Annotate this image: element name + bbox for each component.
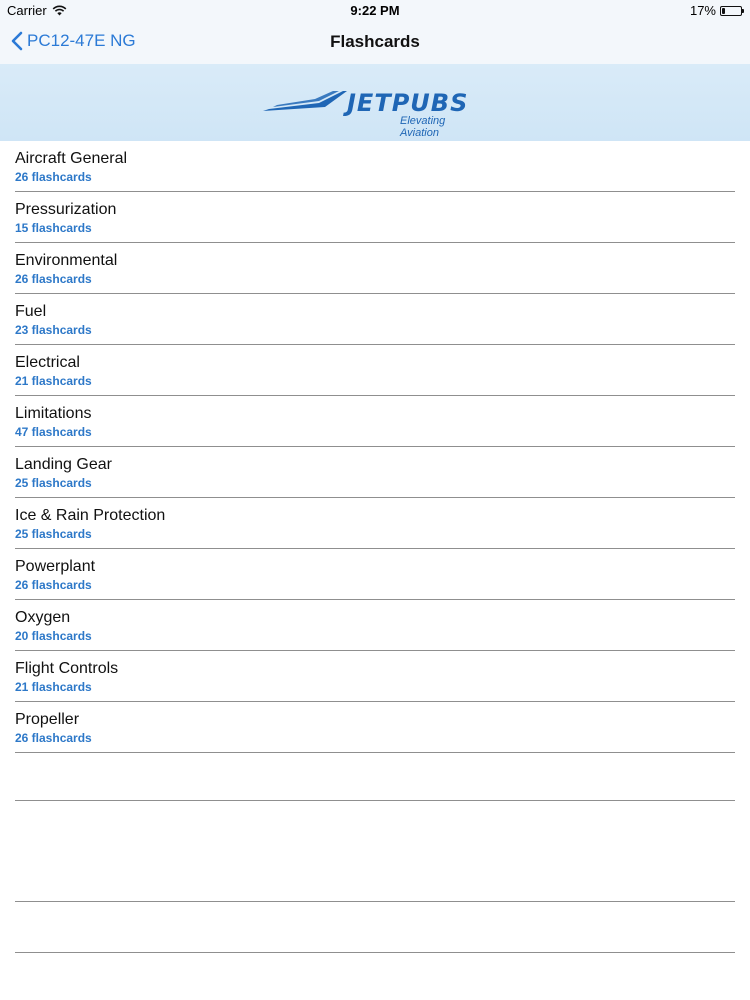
- flashcard-count: 47 flashcards: [15, 425, 92, 439]
- empty-row-divider: [15, 901, 735, 902]
- carrier-label: Carrier: [7, 3, 47, 18]
- category-title: Electrical: [15, 354, 80, 371]
- list-item[interactable]: [0, 447, 750, 498]
- list-item[interactable]: [0, 651, 750, 702]
- category-title: Powerplant: [15, 558, 96, 575]
- back-button-label: PC12-47E NG: [27, 31, 136, 50]
- list-item[interactable]: [0, 141, 750, 192]
- flashcard-count: 26 flashcards: [15, 170, 92, 184]
- list-item[interactable]: [0, 192, 750, 243]
- logo-tagline: Elevating Aviation: [400, 115, 446, 139]
- category-title: Aircraft General: [15, 150, 128, 167]
- logo-banner: [0, 64, 750, 141]
- empty-row-divider: [15, 800, 735, 801]
- flashcard-count: 21 flashcards: [15, 680, 92, 694]
- flashcard-count: 26 flashcards: [15, 731, 92, 745]
- jetpubs-logo: [263, 86, 485, 139]
- status-right: [690, 3, 742, 18]
- back-button[interactable]: [11, 31, 136, 51]
- category-title: Landing Gear: [15, 456, 112, 473]
- category-title: Limitations: [15, 405, 92, 422]
- list-item[interactable]: [0, 294, 750, 345]
- category-title: Flight Controls: [15, 660, 119, 677]
- category-title: Environmental: [15, 252, 118, 269]
- list-item[interactable]: [0, 345, 750, 396]
- list-item[interactable]: [0, 243, 750, 294]
- battery-icon: [720, 6, 742, 16]
- battery-percent: 17%: [689, 3, 716, 18]
- jet-swoosh-icon: [263, 90, 355, 114]
- category-title: Oxygen: [15, 609, 71, 626]
- category-title: Ice & Rain Protection: [15, 507, 166, 524]
- empty-row-divider: [15, 952, 735, 953]
- flashcard-count: 25 flashcards: [15, 527, 92, 541]
- list-item[interactable]: [0, 600, 750, 651]
- list-item[interactable]: [0, 549, 750, 600]
- flashcard-category-list: [0, 141, 750, 753]
- battery-fill: [722, 8, 725, 14]
- flashcard-count: 25 flashcards: [15, 476, 92, 490]
- category-title: Pressurization: [15, 201, 117, 218]
- category-title: Fuel: [15, 303, 47, 320]
- list-item[interactable]: [0, 498, 750, 549]
- chevron-left-icon: [11, 31, 23, 51]
- page-title: Flashcards: [330, 32, 420, 51]
- status-bar: [0, 0, 750, 22]
- list-item[interactable]: [0, 702, 750, 753]
- category-title: Propeller: [15, 711, 80, 728]
- flashcard-count: 20 flashcards: [15, 629, 92, 643]
- flashcard-count: 15 flashcards: [15, 221, 92, 235]
- navigation-bar: [0, 22, 750, 64]
- flashcard-count: 26 flashcards: [15, 272, 92, 286]
- flashcard-count: 23 flashcards: [15, 323, 92, 337]
- status-time: 9:22 PM: [350, 3, 400, 18]
- list-item[interactable]: [0, 396, 750, 447]
- flashcard-count: 26 flashcards: [15, 578, 92, 592]
- flashcard-count: 21 flashcards: [15, 374, 92, 388]
- logo-wordmark: JETPUBS: [347, 89, 469, 117]
